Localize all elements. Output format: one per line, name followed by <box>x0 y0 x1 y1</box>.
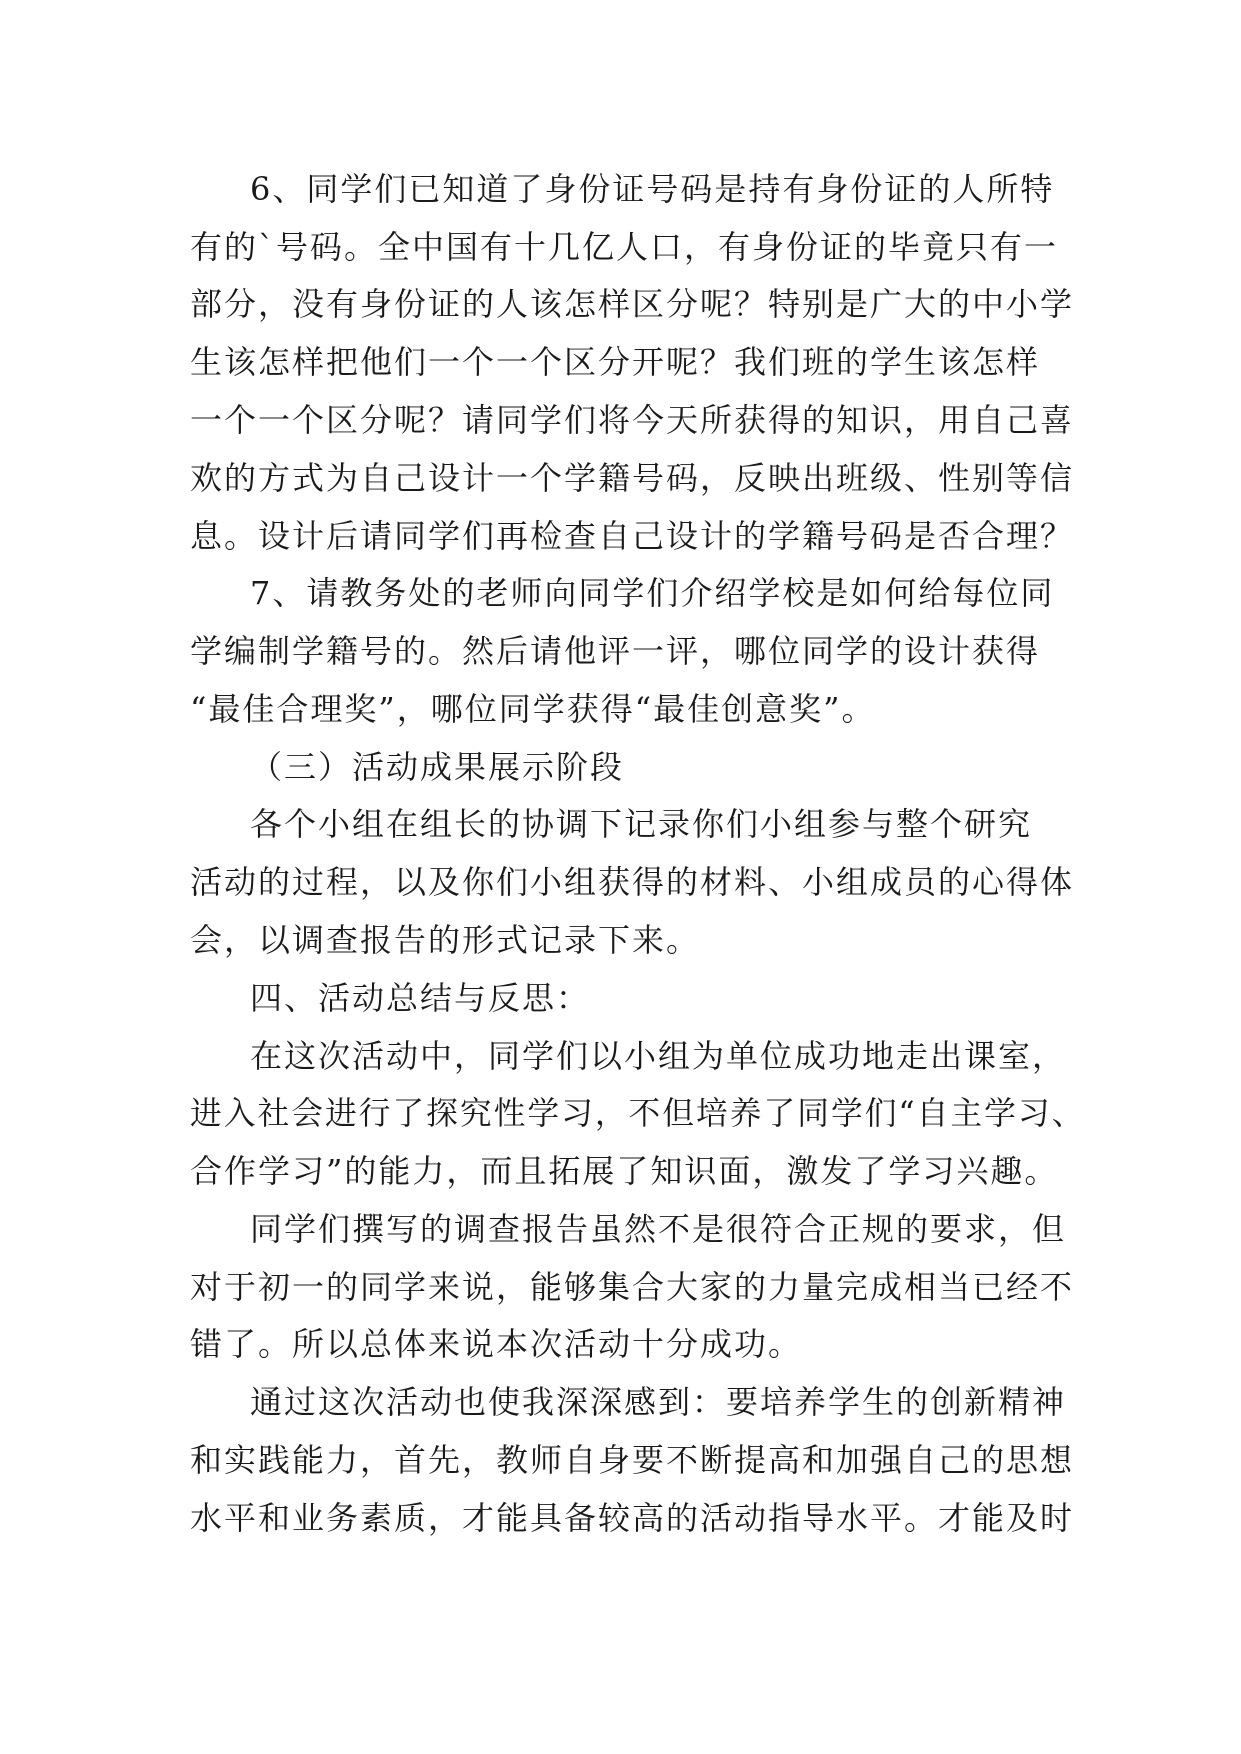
text-line: “最佳合理奖”，哪位同学获得“最佳创意奖”。 <box>190 690 876 728</box>
text-line: 生该怎样把他们一个一个区分开呢？我们班的学生该怎样 <box>190 343 1041 381</box>
section-heading: （三）活动成果展示阶段 <box>250 748 625 786</box>
text-line: 学编制学籍号的。然后请他评一评，哪位同学的设计获得 <box>190 632 1041 670</box>
text-line: 一个一个区分呢？请同学们将今天所获得的知识，用自己喜 <box>190 401 1075 439</box>
section-heading: 四、活动总结与反思： <box>250 979 591 1017</box>
text-line: 部分，没有身份证的人该怎样区分呢？特别是广大的中小学 <box>190 285 1075 323</box>
text-line: 有的`号码。全中国有十几亿人口，有身份证的毕竟只有一 <box>190 228 1059 266</box>
text-line: 会，以调查报告的形式记录下来。 <box>190 921 701 959</box>
text-line: 进入社会进行了探究性学习，不但培养了同学们“自主学习、 <box>190 1094 1086 1132</box>
text-line: 欢的方式为自己设计一个学籍号码，反映出班级、性别等信 <box>190 459 1075 497</box>
text-line: 水平和业务素质，才能具备较高的活动指导水平。才能及时 <box>190 1499 1075 1537</box>
text-line: 和实践能力，首先，教师自身要不断提高和加强自己的思想 <box>190 1441 1075 1479</box>
text-line: 合作学习”的能力，而且拓展了知识面，激发了学习兴趣。 <box>190 1152 1059 1190</box>
text-line: 7、请教务处的老师向同学们介绍学校是如何给每位同 <box>250 574 1055 612</box>
text-line: 活动的过程，以及你们小组获得的材料、小组成员的心得体 <box>190 863 1075 901</box>
text-line: 6、同学们已知道了身份证号码是持有身份证的人所特 <box>250 170 1055 208</box>
text-line: 息。设计后请同学们再检查自己设计的学籍号码是否合理？ <box>190 517 1075 555</box>
text-line: 通过这次活动也使我深深感到：要培养学生的创新精神 <box>250 1383 1067 1421</box>
text-line: 在这次活动中，同学们以小组为单位成功地走出课室， <box>250 1037 1067 1075</box>
text-line: 同学们撰写的调查报告虽然不是很符合正规的要求，但 <box>250 1210 1067 1248</box>
text-line: 错了。所以总体来说本次活动十分成功。 <box>190 1325 803 1363</box>
text-line: 对于初一的同学来说，能够集合大家的力量完成相当已经不 <box>190 1268 1075 1306</box>
text-line: 各个小组在组长的协调下记录你们小组参与整个研究 <box>250 805 1033 843</box>
